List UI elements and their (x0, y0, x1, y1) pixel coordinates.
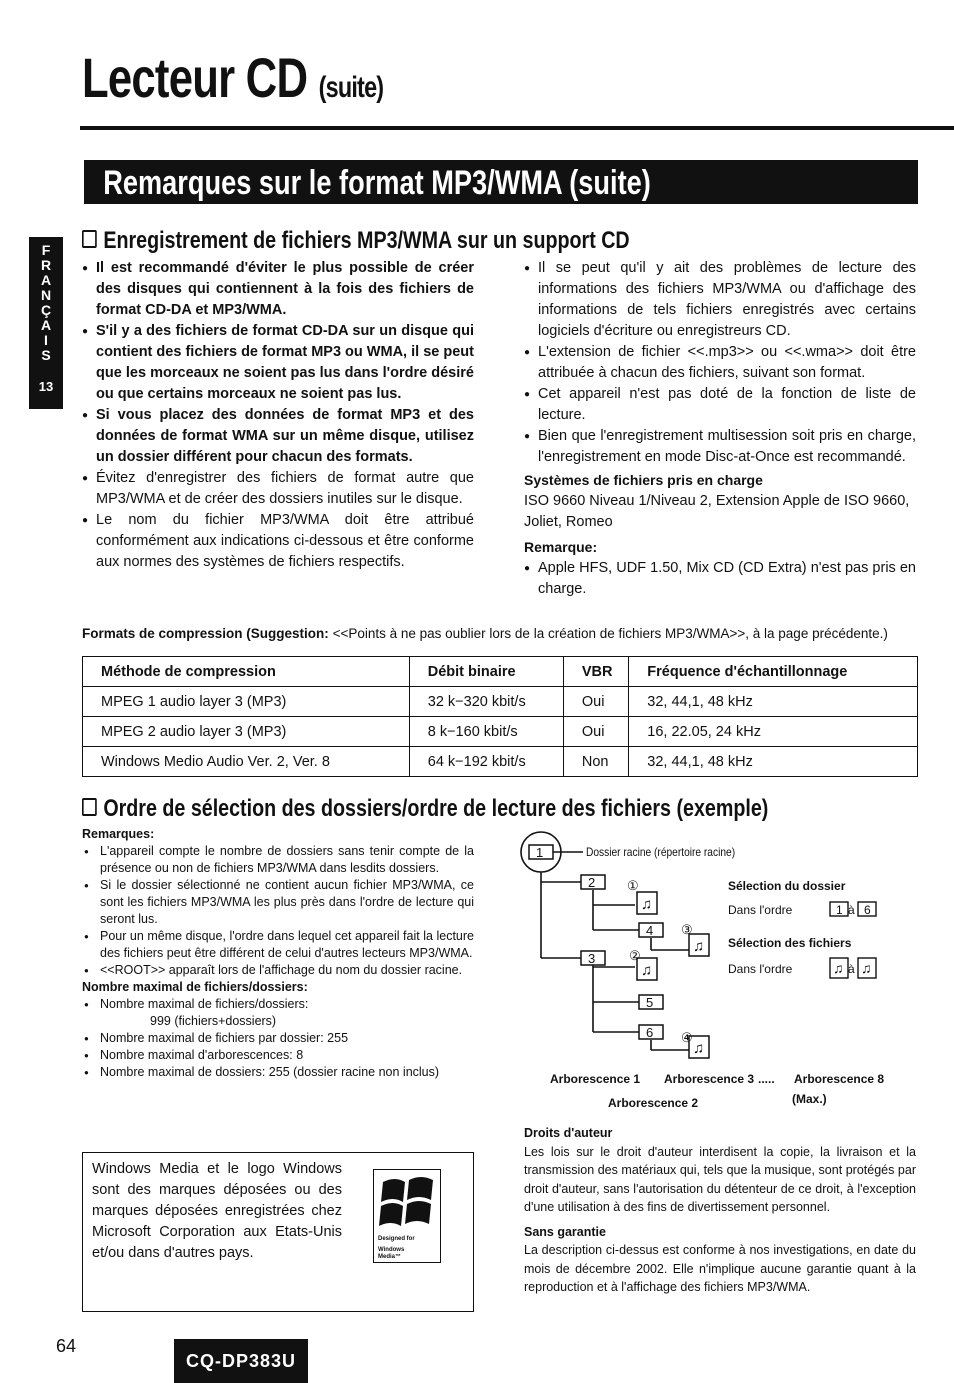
list-item: ● Bien que l'enregistrement multisession soit pris en charge, l'enregistrement en mode Disc-at-Once est recommandé. (524, 426, 916, 468)
side-tab-letter: S (41, 347, 51, 363)
rights-section (524, 1124, 916, 1297)
svg-text:6: 6 (864, 903, 871, 917)
section1-left-column (82, 258, 474, 573)
files-selection-title: Sélection des fichiers (728, 936, 852, 950)
table-cell: Windows Medio Audio Ver. 2, Ver. 8 (83, 747, 410, 777)
folder-1-icon (529, 845, 553, 860)
file-order-mark: ② (629, 948, 641, 963)
side-tab-letters (29, 243, 63, 363)
table-cell: Non (563, 747, 628, 777)
list-item: ● L'extension de fichier <<.mp3>> ou <<.wma>> doit être attribuée à chacun des fichiers, suivant son format. (524, 342, 916, 384)
folder-5-icon (639, 995, 663, 1010)
column-header: Fréquence d'échantillonnage (629, 657, 918, 687)
svg-text:3: 3 (588, 951, 596, 966)
remark-title: Remarque: (524, 539, 598, 555)
checkbox-icon (82, 230, 97, 248)
files-selection-text: Dans l'ordre (728, 962, 793, 976)
table-cell: 64 k−192 kbit/s (409, 747, 563, 777)
level-max-label: (Max.) (792, 1092, 827, 1106)
table-cell: 16, 22.05, 24 kHz (629, 717, 918, 747)
folder-6-icon (639, 1025, 663, 1040)
title-rule (80, 126, 954, 130)
svg-text:1: 1 (536, 845, 544, 860)
level-8-label: Arborescence 8 (794, 1072, 885, 1086)
side-tab-letter: A (40, 317, 52, 333)
compression-table (82, 656, 918, 777)
rights-title: Droits d'auteur (524, 1126, 613, 1140)
page-number: 64 (56, 1336, 77, 1356)
filesystems-text: ISO 9660 Niveau 1/Niveau 2, Extension Apple de ISO 9660, Joliet, Romeo (524, 493, 910, 530)
windows-media-logo (373, 1169, 441, 1263)
table-cell: 32 k−320 kbit/s (409, 687, 563, 717)
model-badge: CQ-DP383U (174, 1339, 308, 1383)
list-item: ● Pour un même disque, l'ordre dans lequel cet appareil fait la lecture des fichiers peut être différent de celui d'autres lecteurs MP3/WMA. (82, 928, 474, 962)
list-item: ● Le nom du fichier MP3/WMA doit être attribué conformément aux indications ci-dessous et être conforme aux normes des systèmes de fichiers respectifs. (82, 510, 474, 573)
svg-text:2: 2 (588, 875, 596, 890)
level-2-label: Arborescence 2 (608, 1096, 699, 1110)
svg-text:♫: ♫ (693, 938, 705, 955)
table-cell: MPEG 1 audio layer 3 (MP3) (83, 687, 410, 717)
max-item: ● Nombre maximal de fichiers/dossiers: 999 (fichiers+dossiers) (82, 996, 474, 1030)
logo-line1: Designed for (378, 1236, 415, 1242)
filesystems-title: Systèmes de fichiers pris en charge (524, 472, 763, 488)
side-tab-letter: N (40, 287, 52, 303)
svg-text:5: 5 (646, 995, 654, 1010)
folder-2-icon (581, 875, 605, 890)
folder-a: à (848, 903, 855, 917)
side-tab-letter: I (44, 332, 48, 348)
file-order-mark: ① (627, 878, 639, 893)
list-item: ● Évitez d'enregistrer des fichiers de format autre que MP3/WMA et de créer des dossiers inutiles sur le disque. (82, 468, 474, 510)
table-cell: Oui (563, 717, 628, 747)
side-tab-number: 13 (38, 379, 54, 394)
list-item: ● L'appareil compte le nombre de dossiers sans tenir compte de la présence ou non de fichiers MP3/WMA dans lesdits dossiers. (82, 843, 474, 877)
side-tab-letter: R (40, 257, 52, 273)
side-tab-letter: F (41, 242, 51, 258)
warranty-title: Sans garantie (524, 1224, 606, 1239)
folder-selection-text: Dans l'ordre (728, 903, 793, 917)
folder-selection-title: Sélection du dossier (728, 879, 846, 893)
list-item: ● Il est recommandé d'éviter le plus possible de créer des disques qui contiennent à la fois des fichiers de format CD-DA et MP3/WMA. (82, 258, 474, 321)
section1-heading: Enregistrement de fichiers MP3/WMA sur un support CD (82, 228, 630, 254)
section2-remarks (82, 826, 474, 1081)
remark-bullet: ● Apple HFS, UDF 1.50, Mix CD (CD Extra) n'est pas pris en charge. (524, 558, 916, 600)
section1-right-column (524, 258, 916, 600)
section2-heading: Ordre de sélection des dossiers/ordre de lecture des fichiers (exemple) (82, 796, 768, 822)
table-row (83, 717, 918, 747)
logo-line2: Windows (378, 1247, 405, 1253)
svg-text:6: 6 (646, 1025, 654, 1040)
max-item: ● Nombre maximal de fichiers par dossier: 255 (82, 1030, 474, 1047)
music-file-icon (637, 892, 657, 914)
logo-line3: Media™ (378, 1254, 402, 1260)
column-header: Débit binaire (409, 657, 563, 687)
folder-4-icon (639, 923, 663, 938)
music-file-icon (689, 934, 709, 956)
language-side-tab (29, 237, 63, 409)
list-item: ● <<ROOT>> apparaît lors de l'affichage du nom du dossier racine. (82, 962, 474, 979)
table-cell: 8 k−160 kbit/s (409, 717, 563, 747)
column-header: Méthode de compression (83, 657, 410, 687)
max-title: Nombre maximal de fichiers/dossiers: (82, 980, 308, 994)
max-item: ● Nombre maximal de dossiers: 255 (dossier racine non inclus) (82, 1064, 474, 1081)
column-header: VBR (563, 657, 628, 687)
rights-text: Les lois sur le droit d'auteur interdisent la copie, la livraison et la transmission des matériaux qui, tels que la musique, sont protégés par droit d'auteur, sans l'autorisation du détenteur de ce droit, à l'exception d'une utilisation à des fins de divertissement personnel. (524, 1144, 916, 1214)
side-tab-letter: A (40, 272, 52, 288)
table-row (83, 687, 918, 717)
svg-text:1: 1 (836, 903, 843, 917)
formats-line: Formats de compression (Suggestion: <<Points à ne pas oublier lors de la création de fichiers MP3/WMA>>, à la page précédente.) (82, 626, 888, 641)
list-item: ● S'il y a des fichiers de format CD-DA sur un disque qui contient des fichiers de format MP3 ou WMA, il se peut que les morceaux ne soient pas lus dans l'ordre désiré ou que certains morceaux ne soient pas lus. (82, 321, 474, 405)
page-title: Lecteur CD (suite) (82, 46, 384, 109)
svg-text:♫: ♫ (641, 896, 653, 913)
file-order-mark: ③ (681, 922, 693, 937)
table-cell: MPEG 2 audio layer 3 (MP3) (83, 717, 410, 747)
level-1-label: Arborescence 1 (550, 1072, 641, 1086)
file-order-mark: ④ (681, 1030, 693, 1045)
list-item: ● Si vous placez des données de format MP3 et des données de format WMA sur un même disque, utilisez un dossier différent pour chacun des formats. (82, 405, 474, 468)
table-cell: 32, 44,1, 48 kHz (629, 747, 918, 777)
list-item: ● Si le dossier sélectionné ne contient aucun fichier MP3/WMA, ce sont les fichiers MP3/WMA les plus près dans l'ordre de lecture qui seront lus. (82, 877, 474, 928)
svg-text:♫: ♫ (861, 960, 872, 976)
list-item: ● Il se peut qu'il y ait des problèmes de lecture des informations des fichiers MP3/WMA ou d'affichage des informations de tels fichiers enregistrés avec certains logiciels d'écriture ou enregistreurs CD. (524, 258, 916, 342)
windows-flag-icon (375, 1174, 440, 1234)
svg-text:♫: ♫ (641, 962, 653, 979)
list-item: ● Cet appareil n'est pas doté de la fonction de liste de lecture. (524, 384, 916, 426)
table-cell: 32, 44,1, 48 kHz (629, 687, 918, 717)
files-a: à (848, 962, 855, 976)
table-row (83, 747, 918, 777)
max-item: ● Nombre maximal d'arborescences: 8 (82, 1047, 474, 1064)
level-3-label: Arborescence 3 (664, 1072, 755, 1086)
svg-text:♫: ♫ (693, 1040, 705, 1057)
remarks-title: Remarques: (82, 827, 155, 841)
svg-text:♫: ♫ (833, 960, 844, 976)
warranty-text: La description ci-dessus est conforme à nos investigations, en date du mois de décembre 2002. Elle n'implique aucune garantie quant à la reproduction et à l'affichage des fichiers MP3/WMA. (524, 1243, 916, 1294)
level-dots: ..... (758, 1072, 775, 1086)
svg-text:4: 4 (646, 923, 654, 938)
table-cell: Oui (563, 687, 628, 717)
root-label: Dossier racine (répertoire racine) (586, 845, 736, 859)
checkbox-icon (82, 798, 97, 816)
trademark-box (82, 1152, 474, 1312)
trademark-text: Windows Media et le logo Windows sont des marques déposées ou des marques déposées enregistrées chez Microsoft Corporation aux Etats-Unis et/ou dans d'autres pays. (92, 1161, 342, 1261)
side-tab-letter: Ç (40, 302, 52, 318)
section-banner: Remarques sur le format MP3/WMA (suite) (84, 160, 918, 204)
folder-3-icon (581, 951, 605, 966)
